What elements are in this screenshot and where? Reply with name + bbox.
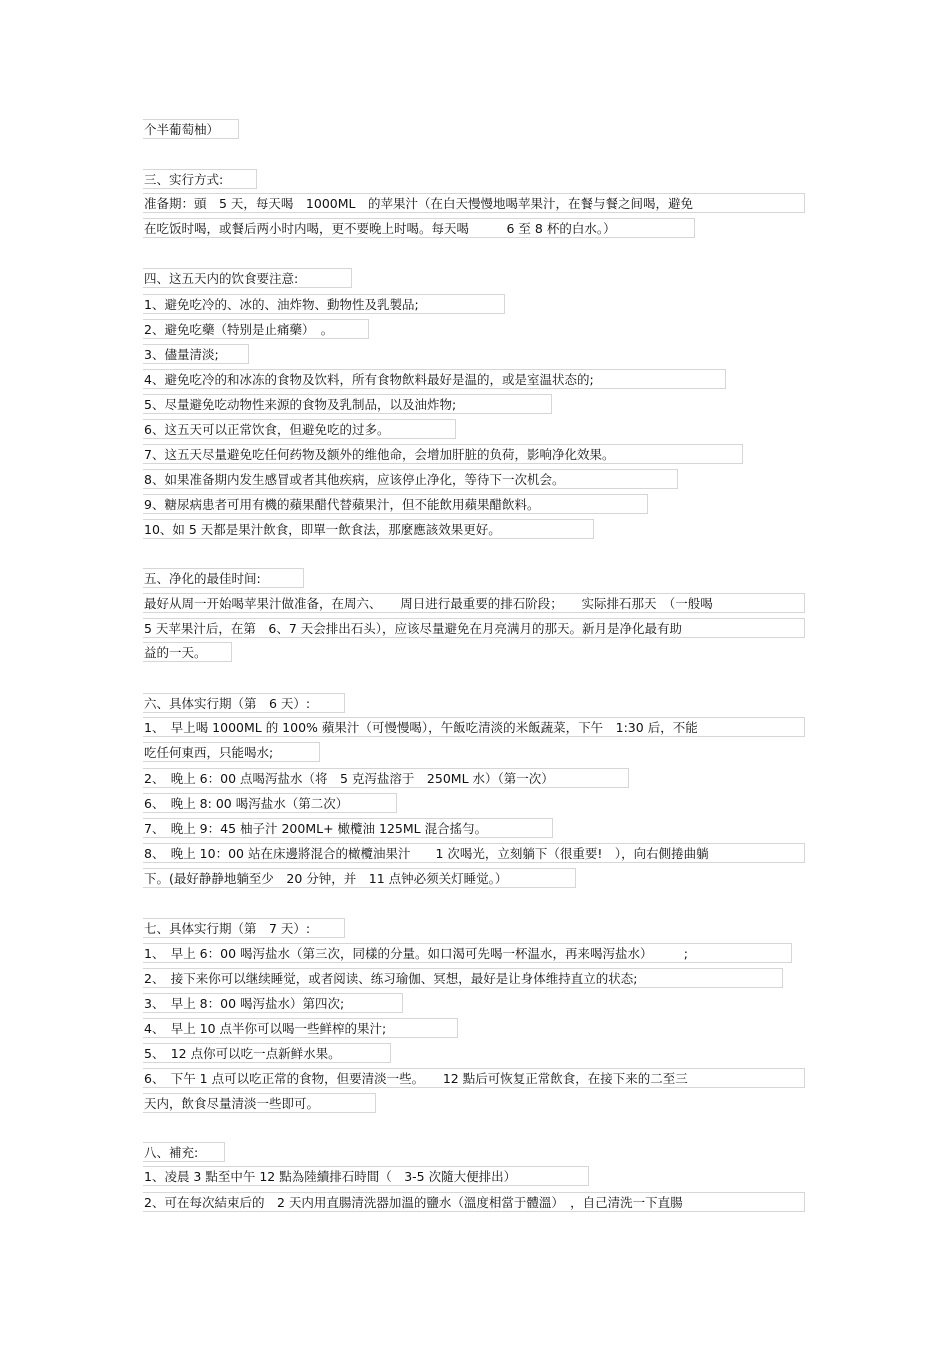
list-item: 1、凌晨 3 點至中午 12 點為陸續排石時間（ 3-5 次隨大便排出）: [143, 1166, 589, 1186]
list-item: 1、 早上 6：00 喝泻盐水（第三次，同樣的分量。如口渴可先喝一杯温水，再来喝泻盐水） ;: [143, 943, 792, 963]
list-item: 8、 晚上 10：00 站在床邊將混合的橄欖油果汁 1 次喝光，立刻躺下（很重要! ），向右側捲曲躺: [143, 843, 805, 863]
section-heading: 四、这五天内的饮食要注意:: [143, 268, 352, 288]
list-item: 10、如 5 天都是果汁飲食，即單一飲食法，那麼應該效果更好。: [143, 519, 594, 539]
list-item: 8、如果准备期内发生感冒或者其他疾病，应该停止净化，等待下一次机会。: [143, 469, 678, 489]
text-line: 在吃饭时喝，或餐后两小时内喝，更不要晚上时喝。每天喝 6 至 8 杯的白水。）: [143, 218, 695, 238]
text-line: 准备期：頭 5 天，每天喝 1000ML 的苹果汁（在白天慢慢地喝苹果汁，在餐与餐之间喝，避免: [143, 193, 805, 213]
text-line: 5 天苹果汁后，在第 6、7 天会排出石头），应该尽量避免在月亮满月的那天。新月是净化最有助: [143, 618, 805, 638]
text-line: 天内，飲食尽量清淡一些即可。: [143, 1093, 376, 1113]
list-item: 6、这五天可以正常饮食，但避免吃的过多。: [143, 419, 456, 439]
list-item: 5、 12 点你可以吃一点新鲜水果。: [143, 1043, 391, 1063]
list-item: 2、避免吃藥（特别是止痛藥） 。: [143, 319, 369, 339]
list-item: 3、 早上 8：00 喝泻盐水）第四次;: [143, 993, 403, 1013]
list-item: 6、 晚上 8: 00 喝泻盐水（第二次）: [143, 793, 397, 813]
section-heading: 三、实行方式:: [143, 169, 257, 189]
list-item: 7、这五天尽量避免吃任何药物及额外的维他命，会增加肝脏的负荷，影响净化效果。: [143, 444, 743, 464]
list-item: 4、 早上 10 点半你可以喝一些鲜榨的果汁;: [143, 1018, 458, 1038]
text-line: 最好从周一开始喝苹果汁做准备，在周六、 周日进行最重要的排石阶段； 实际排石那天 （一般喝: [143, 593, 805, 613]
section-heading: 六、具体实行期（第 6 天）:: [143, 693, 345, 713]
section-heading: 五、净化的最佳时间:: [143, 568, 304, 588]
list-item: 2、可在每次結束后的 2 天内用直腸清洗器加溫的鹽水（溫度相當于體溫） ，自己清洗一下直腸: [143, 1192, 805, 1212]
list-item: 7、 晚上 9：45 柚子汁 200ML+ 橄欖油 125ML 混合搖勻。: [143, 818, 553, 838]
list-item: 1、 早上喝 1000ML 的 100% 蘋果汁（可慢慢喝），午飯吃清淡的米飯蔬菜，下午 1:30 后，不能: [143, 717, 805, 737]
list-item: 4、避免吃冷的和冰冻的食物及饮料，所有食物飲料最好是温的，或是室温状态的;: [143, 369, 726, 389]
text-line: 吃任何東西，只能喝水;: [143, 742, 320, 762]
text-line: 下。(最好静静地躺至少 20 分钟，并 11 点钟必须关灯睡觉。）: [143, 868, 576, 888]
list-item: 3、儘量清淡;: [143, 344, 249, 364]
list-item: 5、尽量避免吃动物性来源的食物及乳制品，以及油炸物;: [143, 394, 552, 414]
list-item: 1、避免吃冷的、冰的、油炸物、動物性及乳製品;: [143, 294, 505, 314]
section-heading: 七、具体实行期（第 7 天）:: [143, 918, 345, 938]
list-item: 9、糖尿病患者可用有機的蘋果醋代替蘋果汁，但不能飲用蘋果醋飲料。: [143, 494, 648, 514]
list-item: 2、 接下来你可以继续睡觉，或者阅读、练习瑜伽、冥想，最好是让身体维持直立的状态;: [143, 968, 783, 988]
list-item: 2、 晚上 6：00 点喝泻盐水（将 5 克泻盐溶于 250ML 水）（第一次）: [143, 768, 629, 788]
list-item: 6、 下午 1 点可以吃正常的食物，但要清淡一些。 12 點后可恢复正常飲食，在接下来的二至三: [143, 1068, 805, 1088]
text-line: 益的一天。: [143, 642, 232, 662]
section-heading: 八、補充:: [143, 1142, 225, 1162]
text-line: 个半葡萄柚）: [143, 119, 239, 139]
